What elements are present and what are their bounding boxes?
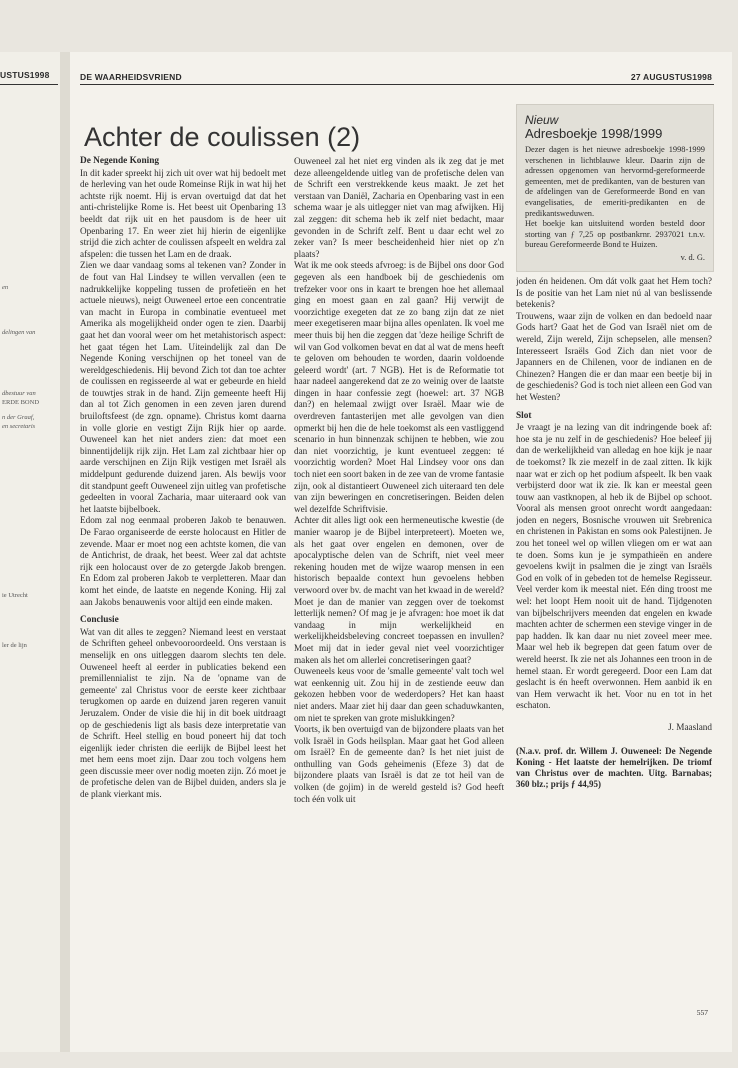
left-page-rule (0, 84, 58, 85)
section-heading: Conclusie (80, 615, 119, 626)
paragraph: Trouwens, waar zijn de volken en dan bedoeld naar Gods hart? Gaat het de God van Israël niet om de wereld, Zijn wereld, Zijn schepselen, alle mensen? Interesseert Israëls God Zich dan niet voor de Japanners en de Chilenen, voor de indianen en de Chinezen? Hangen die er dan maar een beetje bij in de geschiedenis? God is toch niet alleen een God van het Westen? (516, 310, 712, 402)
paragraph: Ouweneel zal het niet erg vinden als ik zeg dat je met deze alleengeldende uitleg van de profetische delen van de Schrift een verstrekkende keus maakt. Je zet het verstaan van Daniël, Zacharia en Openbaring vast in een schema waar je als uitlegger niet van mag afwijken. Hij zal zeggen: dit schema heb ik zelf niet bedacht, maar gevonden in de Schrift zelf. Bent u daar echt wel zo zeker van? Is meer bescheidenheid hier niet op z'n plaats? (294, 156, 504, 259)
paragraph: Voorts, ik ben overtuigd van de bijzondere plaats van het volk Israël in Gods heilsplan. Maar gaat het God alleen om Israël? En de gemeente dan? Is het niet juist de onthulling van Gods geheimenis (Efeze 3) dat de bijzondere plaats van Israël is dat ze tot heil van de volken (de gojim) in de wereld gesteld is? God heeft toch één volk uit (294, 724, 504, 804)
page-number: 557 (696, 1008, 708, 1017)
book-reference: (N.a.v. prof. dr. Willem J. Ouweneel: De Negende Koning - Het laatste der hemelrijken. De triomf van Christus over de machten. Uitg. Barnabas; 360 blz.; prijs ƒ 44,95) (516, 745, 712, 790)
magazine-page (70, 52, 732, 1052)
section-heading: Slot (516, 410, 532, 421)
box-text (525, 145, 705, 251)
paragraph: joden én heidenen. Om dát volk gaat het Hem toch? Is de positie van het Lam niet nú al van beslissende betekenis? (516, 276, 712, 310)
article-title: Achter de coulissen (2) (84, 122, 361, 152)
left-fragment: en secretaris (2, 423, 36, 430)
left-fragment: n der Graaf, (2, 414, 35, 421)
left-fragment: ie Utrecht (2, 592, 28, 599)
author-signature: J. Maasland (668, 721, 712, 732)
paragraph: Edom zal nog eenmaal proberen Jakob te benauwen. De Farao organiseerde de eerste holocaust en Hitler de zevende. Maar er moet nog een achtste komen, die van de Antichrist, de draak, het beest. Weer zal dat achtste rijk een holocaust over de zo getergde Jakob brengen. En Edom zal proberen Jakob te verpletteren. Maar dan komt het einde, de laatste en negende Koning. Hij zal aan Jakobs benauwenis voor altijd een einde maken. (80, 515, 286, 607)
box-title: Adresboekje 1998/1999 (525, 126, 663, 141)
left-fragment: en (2, 284, 9, 291)
left-fragment: ler de lijn (2, 642, 27, 649)
box-paragraph: Dezer dagen is het nieuwe adresboekje 1998-1999 verschenen in lichtblauwe kleur. Daarin zijn de adressen opgenomen van hervormd-gereformeerde gemeenten, met de predikanten, van de besturen van de afdelingen van de Gereformeerde Bond en van evangelisaties, de emeriti-predikanten en de predikantsweduwen. (525, 145, 705, 218)
left-page-date: USTUS1998 (0, 70, 50, 80)
paragraph: In dit kader spreekt hij zich uit over wat hij bedoelt met de herleving van het oude Romeinse Rijk in wat hij het achtste rijk noemt. Hij is ervan overtuigd dat dat het anti-christelijke Rome is. Het beest uit Openbaring 13 beeldt dat rijk uit en het pausdom is de heer uit Openbaring 17. En weer ziet hij hierin de eigenlijke strijd die zich achter de coulissen afspeelt en weldra zal afspelen: die tussen het Lam en de draak. (80, 167, 286, 259)
announcement-box (516, 104, 714, 272)
paragraph: Achter dit alles ligt ook een hermeneutische kwestie (de manier waarop je de Bijbel interpreteert). Moeten we, als het gaat over engelen en demonen, over de apocalyptische delen van de Schrift, niet veel meer rekening houden met de wijze waarop mensen in een historisch bepaalde context hun gevoelens hebben verwoord over bv. de macht van het kwaad in de wereld? Moet je dan de manier van zeggen over de toekomst letterlijk nemen? Of mag je je afvragen: hoe moet ik dat vandaag in mijn werkelijkheid en werkelijkheidsbeleving concreet toepassen en invullen? Moet mij dat in ieder geval niet veel voorzichtiger maken als het om allerlei concretiseringen gaat? (294, 515, 504, 665)
article-column-3 (516, 276, 712, 1056)
box-signature: v. d. G. (680, 253, 705, 262)
header-rule (80, 84, 714, 85)
publication-name: DE WAARHEIDSVRIEND (80, 72, 182, 82)
left-fragment: ERDE BOND (2, 399, 40, 406)
page-gutter (60, 52, 70, 1052)
paragraph: Je vraagt je na lezing van dit indringende boek af: hoe sta je nu zelf in de geschiedenis? Hoe beleef jij dan de werkelijkheid van alledag en hoe kijk je naar de toekomst? Ik zie mezelf in de zaal zitten. Ik kijk naar wat er zich op het podium afspeelt. Ik ben vaak verbijsterd door wat ik zie. Ik kan er meestal geen touw aan vastknopen, al heb ik de Bijbel op schoot. Vooral als mensen groot onrecht wordt aangedaan: joden en negers, Bosnische vrouwen uit Srebrenica en christenen in Pakistan en soms ook Palestijnen. Je zou het toneel wel op willen vliegen om er wat aan te doen. Soms kun je je sympathieën en andere gevoelens kwijt in psalmen die je zingt van Israëls God en volk of in gebeden tot de hemelse Regisseur. Veel verder kom ik meestal niet. Eén ding troost me wel: het loopt Hem nooit uit de hand. Tijdgenoten van bijbelschrijvers meenden dat engelen en kwade machten achter de schermen een stevige vinger in de pap hadden. Ik kan daar nu niet zoveel meer mee. Maar wel heb ik begrepen dat geen fatum over de wereld heerst. Ik zie net als Johannes een troon in de hemel staan. Er wordt geregeerd. Door een Lam dat geslacht is én heeft overwonnen. Hem aanbid ik en van Hem verwacht ik het. Voor nu en tot in het eschaton. (516, 422, 712, 711)
box-label: Nieuw (525, 113, 559, 127)
article-column-2 (294, 156, 504, 1036)
section-heading: De Negende Koning (80, 156, 160, 166)
left-page-strip (0, 52, 60, 1052)
left-fragment: dbestuur van (2, 390, 36, 397)
box-paragraph: Het boekje kan uitsluitend worden besteld door storting van ƒ 7,25 op postbankrnr. 2937021 t.n.v. bureau Gereformeerde Bond te Huizen. (525, 219, 705, 250)
issue-date: 27 AUGUSTUS1998 (630, 72, 712, 82)
paragraph: Zien we daar vandaag soms al tekenen van? Zonder in de fout van Hal Lindsey te willen vervallen (een te nadrukkelijke koppeling tussen de profetieën en het actuele nieuws), neigt Ouweneel ertoe een concentratie van macht in Europa in combinatie eventueel met Amerika als mogelijkheid onder ogen te zien. Daarbij gaat het dan vooral weer om het metahistorisch aspect: het gaat tégen het Lam. Uiteindelijk zal dan De Negende Koning verschijnen op het toneel van de wereldgeschiedenis. Hij bevond Zich tot dan toe achter de coulissen en regisseerde al wat er gebeurde en hield de touwtjes strak in de hand. Zijn gemeente heeft Hij dan al tot Zich genomen in een zeven jaren durend bruiloftsfeest (de zgn. opname). Christus komt daarna in volle glorie en vestigt Zijn Rijk hier op aarde. Ouweneel kan het niet anders zien: dat moet een binnentijdelijk rijk zijn. Het Lam zal zichtbaar hier op aarde verschijnen en Zijn Rijk vestigen met Israël als middelpunt gedurende duizend jaren. Als bewijs voor dit standpunt geeft Ouweneel zijn uitleg van profetische gedeelten in vooral Zacharia, maar uiteraard ook van het laatste bijbelboek. (80, 260, 286, 514)
paragraph: Wat van dit alles te zeggen? Niemand leest en verstaat de Schriften geheel onbevooroordeeld. Ons verstaan is menselijk en ons uitleggen daarom slechts ten dele. Ouweneel heeft al eerder in publicaties bekend een premillennialist te zijn. Na de 'opname van de gemeente' zal Christus voor de eerste keer zichtbaar terugkomen op aarde en duizend jaren regeren vanuit Jeruzalem. Onder de visie die hij in dit boek uitdraagt op de geschiedenis ligt als basis deze interpretatie van de Schrift. Heel stellig en boud poneert hij dat toch eigenlijk ieder christen die eerlijk de Bijbel leest het met hem eens moet zijn. Daar zou toch volgens hem geen discussie meer over nodig moeten zijn. Zó moet je de profetische delen van de Bijbel duiden, anders sla je de plank vierkant mis. (80, 626, 286, 800)
article-column-1 (80, 156, 286, 1036)
left-fragment: delingen van (2, 329, 36, 336)
paragraph: Ouweneels keus voor de 'smalle gemeente' valt toch wel wat eenkennig uit. Zou hij in de zestiende eeuw dan gekozen hebben voor de wederdopers? Het kan haast niet anders. Maar ziet hij daar dan geen schaduwkanten, om niet te spreken van grote mislukkingen? (294, 666, 504, 723)
paragraph: Wat ik me ook steeds afvroeg: is de Bijbel ons door God gegeven als een handboek bij de geschiedenis om trefzeker voor ons in kaart te brengen hoe het allemaal ging en moest gaan en zal gaan? Hij verwijt de voorzichtige exegeten dat ze zo bang zijn dat ze niet meer exegetiseren maar bijna alles openlaten. Ik voel me meer thuis bij hen die zeggen dat 'deze heilige Schrift de wil van God volkomen bevat en dat al wat de mens heeft te geloven om behouden te worden, daarin voldoende geleerd wordt' (art. 7 NGB). Het is de Reformatie tot haar nadeel aangerekend dat ze zo weinig over de laatste dingen in haar confessie zegt (hoewel: art. 37 NGB dan?) en helemaal zwijgt over Israël. Maar wie de overdreven fantasterijen met alle gevolgen van dien opmerkt bij hen die de hele toekomst als een vastliggend scenario in hun binnenzak schijnen te hebben, wie zou dan niet voorzichtig, je kunt eventueel zeggen: té voorzichtig worden? Moet Hal Lindsey voor ons dan toch niet een soort baken in de zee van de vrome fantasie zijn, ook al distantieert Ouweneel zich uiteraard ten dele van zijn beweringen en concretiseringen. Beiden delen wel dezelfde Schriftvisie. (294, 260, 504, 514)
